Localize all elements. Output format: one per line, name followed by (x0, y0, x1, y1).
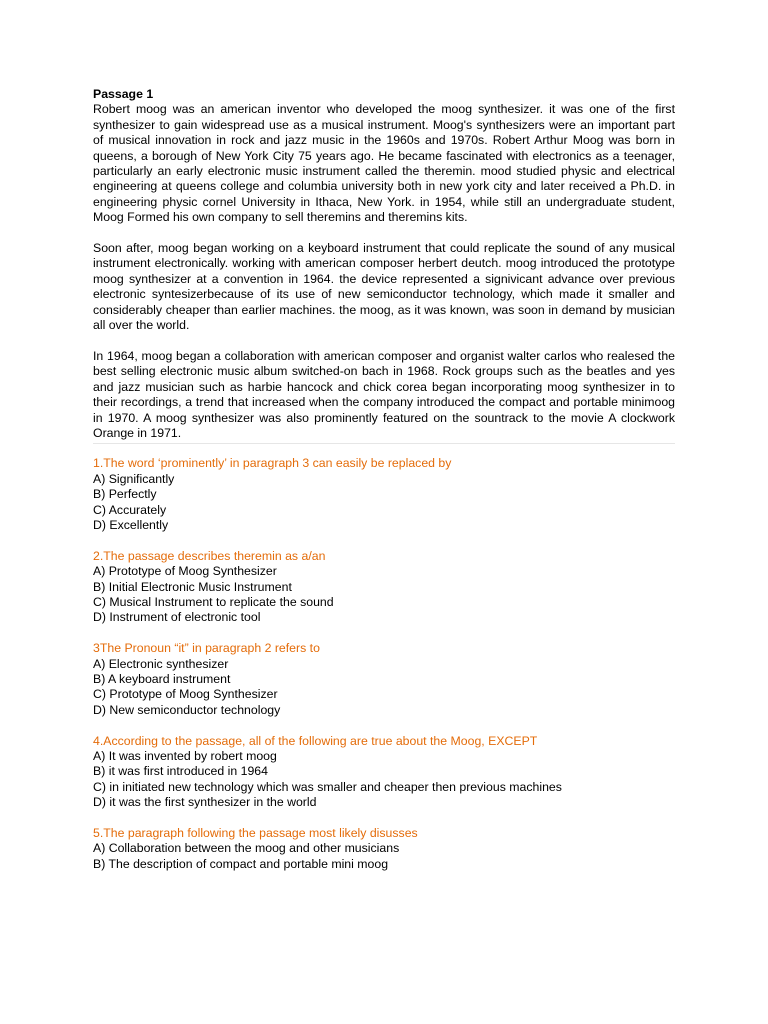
answer-option: D) it was the first synthesizer in the world (93, 795, 317, 810)
document-page (93, 87, 675, 888)
answer-option: C) Accurately (93, 502, 167, 517)
answer-option: C) Prototype of Moog Synthesizer (93, 687, 278, 702)
question-text: 1.The word ‘prominently’ in paragraph 3 can easily be replaced by (93, 456, 452, 471)
question-5 (93, 826, 675, 872)
answer-option: C) in initiated new technology which was smaller and cheaper then previous machines (93, 779, 562, 794)
answer-option: A) Prototype of Moog Synthesizer (93, 564, 277, 579)
question-1 (93, 456, 675, 533)
answer-option: B) it was first introduced in 1964 (93, 764, 268, 779)
answer-option: A) Electronic synthesizer (93, 656, 229, 671)
answer-option: D) Instrument of electronic tool (93, 610, 261, 625)
section-divider (93, 443, 675, 444)
question-text: 5.The paragraph following the passage most likely disusses (93, 826, 418, 840)
question-3 (93, 641, 675, 718)
passage-paragraph-2: Soon after, moog began working on a keyboard instrument that could replicate the sound of any musical instrument electronically. working with american composer herbert deutch. moog introduced the prototype moog synthesizer at a convention in 1964. the device represented a signivicant advance over previous electronic syntesizerbecause of its use of new semiconductor technology, which made it smaller and considerably cheaper than earlier machines. the moog, as it was known, was soon in demand by musician all over the world. (93, 241, 675, 333)
answer-option: C) Musical Instrument to replicate the sound (93, 594, 334, 609)
answer-option: B) Initial Electronic Music Instrument (93, 579, 292, 594)
answer-option: B) Perfectly (93, 487, 157, 502)
answer-option: A) Collaboration between the moog and other musicians (93, 841, 400, 856)
answer-option: A) Significantly (93, 471, 175, 486)
answer-option: D) Excellently (93, 517, 169, 532)
answer-option: B) A keyboard instrument (93, 671, 231, 686)
question-text: 3The Pronoun “it” in paragraph 2 refers to (93, 641, 320, 656)
question-text: 4.According to the passage, all of the following are true about the Moog, EXCEPT (93, 733, 538, 748)
question-4 (93, 734, 675, 811)
answer-option: A) It was invented by robert moog (93, 748, 277, 763)
answer-option: B) The description of compact and portable mini moog (93, 856, 389, 871)
answer-option: D) New semiconductor technology (93, 702, 281, 717)
passage-paragraph-3: In 1964, moog began a collaboration with american composer and organist walter carlos who realesed the best selling electronic music album switched-on bach in 1968. Rock groups such as the beatles and yes and jazz musician such as harbie hancock and chick corea began incorporating moog synthesizer in to their recordings, a trend that increased when the company introduced the compact and portable minimoog in 1970. A moog synthesizer was also prominently featured on the sountrack to the movie A clockwork Orange in 1971. (93, 348, 675, 440)
passage-title: Passage 1 (93, 87, 154, 101)
passage-paragraph-1: Robert moog was an american inventor who developed the moog synthesizer. it was one of the first synthesizer to gain widespread use as a musical instrument. Moog's synthesizers were an important part of musical innovation in rock and jazz music in the 1960s and 1970s. Robert Arthur Moog was born in queens, a borough of New York City 75 years ago. He became fascinated with electronics as a teenager, particularly an early electronic music instrument called the theremin. mood studied physic and electrical engineering at queens college and columbia university both in new york city and later received a Ph.D. in engineering physic cornel University in Ithaca, New York. in 1954, while still an undergraduate student, Moog Formed his own company to sell theremins and theremins kits. (93, 102, 675, 225)
question-2 (93, 549, 675, 626)
question-text: 2.The passage describes theremin as a/an (93, 548, 326, 563)
